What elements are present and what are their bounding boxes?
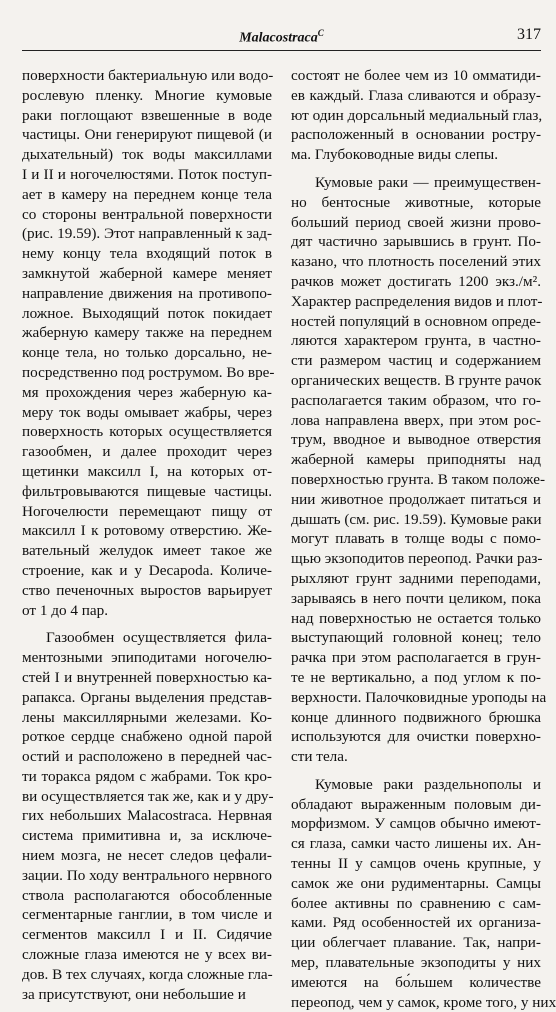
text-line: больший период своей жизни прово- [291,213,541,231]
text-line: ют один дорсальный медиальный глаз, [291,106,543,124]
text-line: но бентосные животные, которые [291,193,541,211]
text-line: казано, что плотность поселений этих [291,253,541,271]
text-line: замкнутой жаберной камере меняет [22,264,272,282]
text-line: жаберной камеры приподняты над [291,451,541,469]
text-line: Характер распределения видов и плот- [291,292,543,310]
running-title-superscript: C [317,28,324,38]
text-line: со стороны вентральной поверхности [22,205,272,223]
text-line: рослевую пленку. Многие кумовые [22,86,272,104]
text-line: строение, как и у Decapoda. Количе- [22,561,272,579]
text-line: переопод, чем у самок, кроме того, у них [291,993,556,1011]
text-line: лены максиллярными железами. Ко- [22,708,272,726]
text-line: над поверхностью не остается только [291,609,541,627]
text-line: частицы. Они генерируют пищевой (и [22,126,272,144]
text-line: система примитивна и, за исключе- [22,827,272,845]
text-line: Газообмен осуществляется фила- [46,629,272,647]
text-line: гих небольших Malacostraca. Нервная [22,807,272,825]
text-line: сегментов максилл I и II. Сидячие [22,926,272,944]
text-line: мер, плавательные экзоподиты у них [291,954,541,972]
text-line: щью экзоподитов переопод. Рачки раз- [291,550,543,568]
text-line: дов. В тех случаях, когда сложные гла- [22,965,273,983]
text-line: ложное. Выходящий поток покидает [22,304,272,322]
text-line: нему концу тела входящий поток в [22,245,272,263]
text-line: фильтровываются пищевые частицы. [22,482,272,500]
text-line: могут плавать в толще воды с помо- [291,530,541,548]
text-line: имеются на бо́льшем количестве [291,973,541,991]
text-line: поверхностью грунта. В таком положе- [291,470,545,488]
text-line: рыхляют грунт задними переподами, [291,569,541,587]
text-line: располагается таким образом, что го- [291,391,541,409]
text-line: самок же они рудиментарны. Самцы [291,874,541,892]
right-text-column [291,66,556,1011]
text-line: вательный желудок имеет такое же [22,542,272,560]
text-line: ляются характером грунта, в частно- [291,332,541,350]
text-line: Кумовые раки раздельнополы и [315,775,541,793]
text-line: более активны по сравнению с сам- [291,894,541,912]
text-line: сегментарные ганглии, в том числе и [22,906,272,924]
text-line: ев каждый. Глаза сливаются и образу- [291,86,541,104]
paragraph-gap [291,767,541,775]
page-number: 317 [517,26,541,43]
running-title [22,28,541,47]
text-line: ство печеночных выростов варьирует [22,581,272,599]
text-line: конце длинного подвижного брюшка [291,708,541,726]
text-line: Кумовые раки — преимуществен- [315,173,541,191]
text-line: дят частично зарывшись в грунт. По- [291,233,541,251]
text-line: максилл I к ротовому отверстию. Же- [22,522,272,540]
paragraph-gap [22,620,272,628]
text-line: рачка при этом располагается в грун- [291,649,541,667]
text-line: обладают выраженным половым ди- [291,795,541,813]
text-line: ностей популяций в основном опреде- [291,312,541,330]
text-line: ментозными эпиподитами ногочелю- [22,649,272,667]
text-line: верхности. Палочковидные уроподы на [291,688,547,706]
text-line: дыхательный) ток воды максиллами [22,146,272,164]
paragraph [291,775,556,1012]
text-line: посредственно под рострумом. Во вре- [22,363,275,381]
text-line: ви осуществляется так же, как и у дру- [22,787,274,805]
text-line: зарываясь в него почти целиком, пока [291,589,541,607]
text-line: состоят не более чем из 10 омматиди- [291,67,541,84]
text-line: расположенный в основании ростру- [291,126,541,144]
text-line: тенны II у самцов очень крупные, у [291,855,541,873]
text-line: рачков может достигать 1200 экз./м². [291,272,541,290]
text-line: жаберную камеру также на переднем [22,324,272,342]
text-line: ти торакса рядом с жабрами. Ток кро- [22,767,272,785]
paragraph-gap [291,165,541,173]
text-line: Ногочелюсти перемещают пищу от [22,502,272,520]
text-line: ма. Глубоководные виды слепы. [291,146,499,164]
text-line: дышать (см. рис. 19.59). Кумовые раки [291,510,542,528]
text-line: ся глаза, самки часто лишены их. Ан- [291,835,541,853]
text-line: поверхности бактериальную или водо- [22,67,274,84]
text-line: направление движения на противопо- [22,284,272,302]
text-line: I и II и ногочелюстями. Поток поступ- [22,165,272,183]
text-line: используются для очистки поверхно- [291,728,541,746]
text-line: зации. По ходу вентрального нервного [22,866,272,884]
text-line: рапакса. Органы выделения представ- [22,688,272,706]
text-line: ствола располагаются обособленные [22,886,272,904]
text-line: газообмен, и далее проходит через [22,443,272,461]
text-line: раки поглощают взвешенные в воде [22,106,272,124]
text-line: нии животное продолжает питаться и [291,490,541,508]
paragraph [291,66,541,165]
text-line: сти размером частиц и содержанием [291,352,541,370]
left-text-column [22,66,275,1003]
text-line: ками. Ряд особенностей их организа- [291,914,541,932]
text-line: меру ток воды омывает жабры, через [22,403,272,421]
text-line: трум, вводное и выводное отверстия [291,431,541,449]
text-line: от 1 до 4 пар. [22,601,108,619]
text-line: сти тела. [291,748,348,766]
text-line: поверхность которых осуществляется [22,423,272,441]
text-line: морфизмом. У самцов обычно имеют- [291,815,541,833]
text-line: нием мозга, не несет следов цефали- [22,847,272,865]
text-line: те не вертикально, а под углом к по- [291,668,541,686]
paragraph [22,628,272,1004]
text-line: роткое сердце снабжено одной парой [22,728,272,746]
text-line: остий и расположено в передней час- [22,748,272,766]
paragraph [291,173,547,767]
page-header [22,26,541,51]
text-line: органических веществ. В грунте рачок [291,371,542,389]
text-line: за присутствуют, они небольшие и [22,985,246,1003]
text-line: мя прохождения через жаберную ка- [22,383,272,401]
text-line: выступающий головной конец; тело [291,629,541,647]
text-line: (рис. 19.59). Этот направленный к зад- [22,225,272,243]
paragraph [22,66,275,620]
text-line: сложные глаза имеются не у всех ви- [22,946,272,964]
text-line: ции облегчает плавание. Так, напри- [291,934,541,952]
text-line: щетинки максилл I, на которых от- [22,462,272,480]
running-title-text: Malacostraca [239,30,318,46]
text-line: стей I и внутренней поверхностью ка- [22,668,272,686]
text-line: ает в камеру на переднем конце тела [22,185,272,203]
text-line: конце тела, но только дорсально, не- [22,344,272,362]
text-line: лова направлена вверх, при этом рос- [291,411,541,429]
